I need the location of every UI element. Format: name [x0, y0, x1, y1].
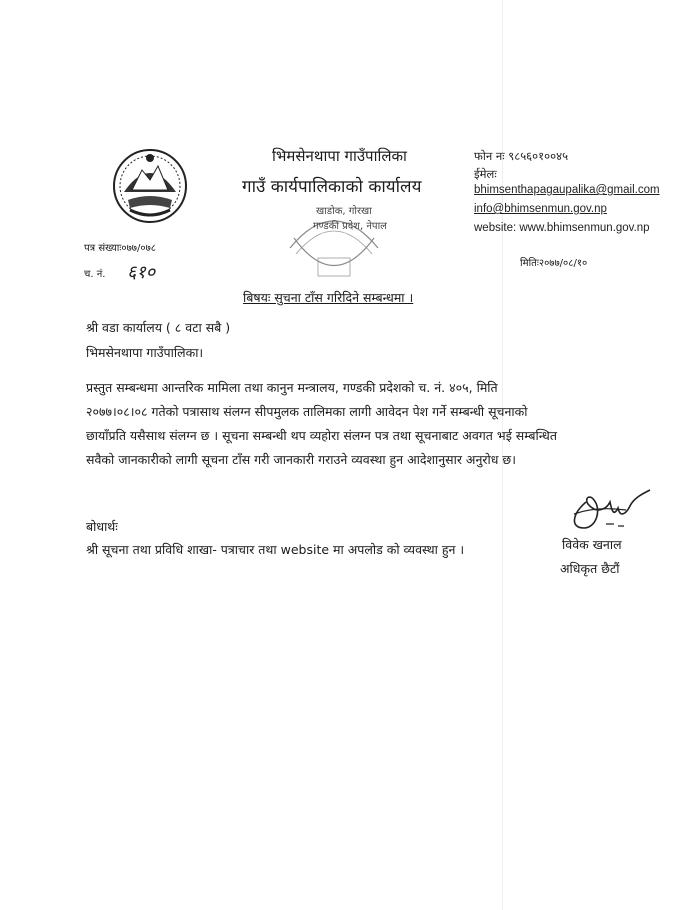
email-link-primary[interactable]: bhimsenthapagaupalika@gmail.com — [474, 184, 660, 196]
phone-number: फोन नः ९८५६०१००४५ — [474, 149, 569, 163]
website-text: website: www.bhimsenmun.gov.np — [474, 222, 650, 234]
body-line-4: सवैको जानकारीको लागी सूचना टाँस गरी जानकारी गराउने व्यवस्था हुन आदेशानुसार अनुरोध छ। — [86, 452, 516, 467]
signatory-title: अधिकृत छैटौं — [560, 561, 620, 576]
cc-line: श्री सूचना तथा प्रविधि शाखा- पत्राचार तथा website मा अपलोड को व्यवस्था हुन । — [86, 542, 465, 557]
letter-subject: बिषयः सुचना टाँस गरिदिने सम्बन्धमा । — [243, 290, 414, 305]
letter-body — [86, 376, 616, 472]
signature-icon — [566, 484, 656, 538]
office-name: गाउँ कार्यपालिकाको कार्यालय — [242, 177, 422, 197]
stamp-line-2: गण्डकी प्रदेश, नेपाल — [313, 221, 387, 232]
body-line-1: प्रस्तुत सम्बन्धमा आन्तरिक मामिला तथा कानुन मन्त्रालय, गण्डकी प्रदेशको च. नं. ४०५, मिति — [86, 380, 498, 395]
letter-date: मितिः२०७७/०८/१० — [520, 258, 588, 269]
recipient-line-1: श्री वडा कार्यालय ( ८ वटा सबै ) — [86, 320, 231, 335]
recipient-line-2: भिमसेनथापा गाउँपालिका। — [86, 345, 204, 360]
org-name: भिमसेनथापा गाउँपालिका — [272, 147, 407, 165]
body-line-2: २०७७।०८।०८ गतेको पत्रासाथ संलग्न सीपमुलक तालिमका लागी आवेदन पेश गर्ने सम्बन्धी सूचनाको — [86, 404, 528, 419]
dispatch-label: च. नं. — [84, 269, 106, 280]
body-line-3: छायाँप्रति यसैसाथ संलग्न छ । सूचना सम्बन्धी थप व्यहोरा संलग्न पत्र तथा सूचनाबाट अवगत भई सम्बन्धित — [86, 428, 557, 443]
dispatch-number: ६१० — [127, 262, 156, 283]
reference-number: पत्र संख्याः०७७/०७८ — [84, 243, 156, 254]
nepal-emblem-icon — [110, 146, 190, 226]
cc-label: बोधार्थः — [86, 519, 118, 534]
signatory-name: विवेक खनाल — [562, 537, 622, 552]
email-link-info[interactable]: info@bhimsenmun.gov.np — [474, 203, 607, 215]
email-label: ईमेलः — [474, 167, 497, 181]
stamp-line-1: खाडोक, गोरखा — [316, 206, 372, 217]
